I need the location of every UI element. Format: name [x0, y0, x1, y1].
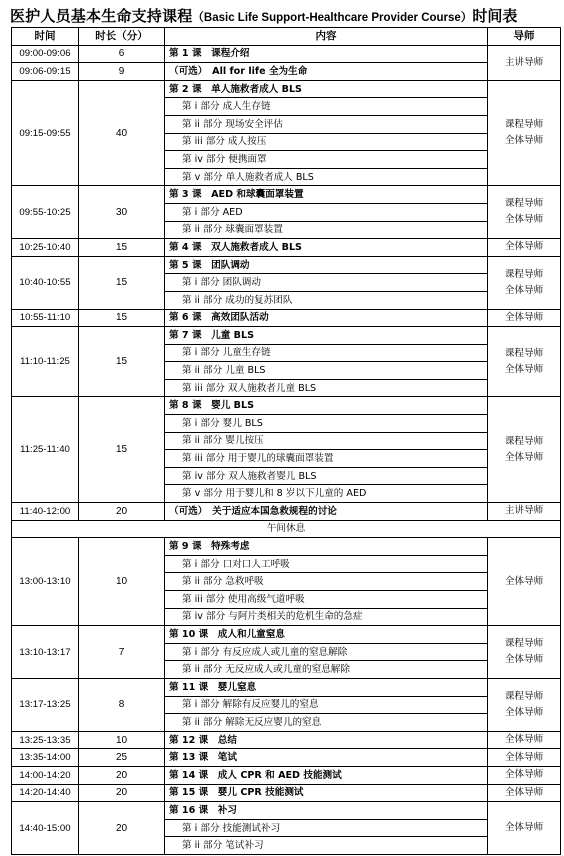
duration-cell: 10	[79, 731, 165, 749]
instructor-label: 全体导师	[504, 769, 544, 781]
instructor-cell	[488, 749, 561, 767]
duration-cell: 30	[79, 186, 165, 239]
schedule-body	[12, 45, 561, 854]
instructor-label: 课程导师	[504, 347, 544, 359]
lesson-title: 第 16 课 补习	[165, 802, 488, 820]
lesson-title: 第 13 课 笔试	[165, 749, 488, 767]
schedule-row	[12, 784, 561, 802]
time-cell: 11:25-11:40	[12, 397, 79, 503]
instructor-label: 全体导师	[504, 241, 544, 253]
instructor-label: 课程导师	[504, 435, 544, 447]
lesson-title: 第 1 课 课程介绍	[165, 45, 488, 63]
header-row	[12, 28, 561, 46]
duration-cell: 20	[79, 503, 165, 521]
lesson-title: 第 14 课 成人 CPR 和 AED 技能测试	[165, 766, 488, 784]
time-cell: 10:55-11:10	[12, 309, 79, 327]
instructor-label: 全体导师	[504, 654, 544, 666]
duration-cell: 20	[79, 784, 165, 802]
schedule-row	[12, 766, 561, 784]
duration-cell: 15	[79, 327, 165, 397]
lesson-part: 第 v 部分 用于婴儿和 8 岁以下儿童的 AED	[165, 485, 488, 503]
time-cell: 13:00-13:10	[12, 538, 79, 626]
instructor-cell	[488, 802, 561, 855]
schedule-row	[12, 45, 561, 63]
lesson-title: 第 12 课 总结	[165, 731, 488, 749]
schedule-row	[12, 397, 561, 415]
instructor-label: 课程导师	[504, 268, 544, 280]
instructor-label: 课程导师	[504, 638, 544, 650]
time-cell: 09:55-10:25	[12, 186, 79, 239]
header-time: 时间	[12, 28, 79, 46]
time-cell: 14:20-14:40	[12, 784, 79, 802]
duration-cell: 7	[79, 626, 165, 679]
lesson-part: 第 ii 部分 成功的复苏团队	[165, 291, 488, 309]
time-cell: 10:40-10:55	[12, 256, 79, 309]
time-cell: 11:10-11:25	[12, 327, 79, 397]
lesson-part: 第 i 部分 婴儿 BLS	[165, 415, 488, 433]
time-cell: 09:06-09:15	[12, 63, 79, 81]
time-cell: 13:35-14:00	[12, 749, 79, 767]
instructor-label: 全体导师	[504, 734, 544, 746]
lesson-part: 第 ii 部分 婴儿按压	[165, 432, 488, 450]
time-cell: 10:25-10:40	[12, 239, 79, 257]
instructor-label: 课程导师	[504, 119, 544, 131]
lesson-part: 第 i 部分 团队调动	[165, 274, 488, 292]
lesson-part: 第 iv 部分 双人施救者婴儿 BLS	[165, 467, 488, 485]
lesson-part: 第 iii 部分 使用高级气道呼吸	[165, 591, 488, 609]
duration-cell: 15	[79, 239, 165, 257]
instructor-label: 全体导师	[504, 214, 544, 226]
lesson-part: 第 i 部分 技能测试补习	[165, 819, 488, 837]
lesson-part: 第 iv 部分 与阿片类相关的危机生命的急症	[165, 608, 488, 626]
lesson-title: （可选） All for life 全为生命	[165, 63, 488, 81]
lesson-part: 第 iv 部分 便携面罩	[165, 151, 488, 169]
lesson-part: 第 i 部分 成人生存链	[165, 98, 488, 116]
schedule-row	[12, 802, 561, 820]
lesson-title: 第 15 课 婴儿 CPR 技能测试	[165, 784, 488, 802]
lesson-part: 第 i 部分 AED	[165, 203, 488, 221]
instructor-cell	[488, 784, 561, 802]
title-chinese: 医护人员基本生命支持课程	[10, 7, 193, 25]
duration-cell: 15	[79, 256, 165, 309]
lesson-title: 第 4 课 双人施救者成人 BLS	[165, 239, 488, 257]
lesson-part: 第 ii 部分 儿童 BLS	[165, 362, 488, 380]
duration-cell: 15	[79, 309, 165, 327]
instructor-label: 全体导师	[504, 706, 544, 718]
header-instructor: 导师	[488, 28, 561, 46]
lesson-part: 第 v 部分 单人施救者成人 BLS	[165, 168, 488, 186]
schedule-row	[12, 239, 561, 257]
title-english: （Basic Life Support-Healthcare Provider Course）	[192, 12, 473, 24]
schedule-row	[12, 749, 561, 767]
schedule-row	[12, 538, 561, 556]
schedule-row	[12, 327, 561, 345]
lesson-title: 第 11 课 婴儿窒息	[165, 678, 488, 696]
schedule-row	[12, 186, 561, 204]
lunch-row	[12, 520, 561, 538]
lesson-part: 第 iii 部分 用于婴儿的球囊面罩装置	[165, 450, 488, 468]
instructor-cell	[488, 678, 561, 731]
time-cell: 13:10-13:17	[12, 626, 79, 679]
lesson-title: 第 6 课 高效团队活动	[165, 309, 488, 327]
document-title	[10, 5, 560, 25]
lesson-title: 第 7 课 儿童 BLS	[165, 327, 488, 345]
instructor-cell	[488, 766, 561, 784]
lesson-title: 第 5 课 团队调动	[165, 256, 488, 274]
duration-cell: 10	[79, 538, 165, 626]
schedule-row	[12, 80, 561, 98]
instructor-cell	[488, 626, 561, 679]
time-cell: 13:25-13:35	[12, 731, 79, 749]
lesson-part: 第 iii 部分 双人施救者儿童 BLS	[165, 379, 488, 397]
time-cell: 11:40-12:00	[12, 503, 79, 521]
instructor-cell	[488, 397, 561, 503]
time-cell: 09:15-09:55	[12, 80, 79, 186]
instructor-label: 课程导师	[504, 198, 544, 210]
instructor-label: 主讲导师	[504, 56, 544, 68]
lunch-break: 午间休息	[12, 520, 561, 538]
lesson-part: 第 i 部分 口对口人工呼吸	[165, 555, 488, 573]
time-cell: 09:00-09:06	[12, 45, 79, 63]
lesson-part: 第 iii 部分 成人按压	[165, 133, 488, 151]
time-cell: 14:40-15:00	[12, 802, 79, 855]
lesson-title: 第 10 课 成人和儿童窒息	[165, 626, 488, 644]
time-cell: 14:00-14:20	[12, 766, 79, 784]
lesson-title: 第 9 课 特殊考虑	[165, 538, 488, 556]
lesson-part: 第 i 部分 儿童生存链	[165, 344, 488, 362]
instructor-label: 全体导师	[504, 822, 544, 834]
instructor-label: 全体导师	[504, 751, 544, 763]
duration-cell: 40	[79, 80, 165, 186]
schedule-row	[12, 503, 561, 521]
instructor-cell	[488, 503, 561, 521]
instructor-label: 全体导师	[504, 363, 544, 375]
lesson-part: 第 ii 部分 解除无反应婴儿的窒息	[165, 714, 488, 732]
header-content: 内容	[165, 28, 488, 46]
instructor-cell	[488, 309, 561, 327]
lesson-part: 第 ii 部分 急救呼吸	[165, 573, 488, 591]
instructor-label: 全体导师	[504, 575, 544, 587]
schedule-row	[12, 63, 561, 81]
duration-cell: 20	[79, 802, 165, 855]
duration-cell: 8	[79, 678, 165, 731]
instructor-label: 全体导师	[504, 135, 544, 147]
lesson-title: 第 8 课 婴儿 BLS	[165, 397, 488, 415]
instructor-cell	[488, 327, 561, 397]
lesson-part: 第 ii 部分 现场安全评估	[165, 115, 488, 133]
duration-cell: 15	[79, 397, 165, 503]
title-suffix: 时间表	[472, 7, 518, 25]
instructor-cell	[488, 731, 561, 749]
instructor-cell	[488, 538, 561, 626]
schedule-row	[12, 309, 561, 327]
instructor-cell	[488, 186, 561, 239]
instructor-cell	[488, 45, 561, 80]
schedule-row	[12, 256, 561, 274]
instructor-label: 课程导师	[504, 690, 544, 702]
schedule-table	[11, 27, 561, 855]
instructor-label: 全体导师	[504, 786, 544, 798]
lesson-part: 第 i 部分 解除有反应婴儿的窒息	[165, 696, 488, 714]
lesson-title: 第 2 课 单人施救者成人 BLS	[165, 80, 488, 98]
instructor-label: 全体导师	[504, 284, 544, 296]
schedule-row	[12, 731, 561, 749]
lesson-title: （可选） 关于适应本国急救规程的讨论	[165, 503, 488, 521]
duration-cell: 20	[79, 766, 165, 784]
instructor-cell	[488, 239, 561, 257]
lesson-title: 第 3 课 AED 和球囊面罩装置	[165, 186, 488, 204]
instructor-cell	[488, 80, 561, 186]
instructor-label: 全体导师	[504, 451, 544, 463]
lesson-part: 第 i 部分 有反应成人或儿童的窒息解除	[165, 643, 488, 661]
duration-cell: 25	[79, 749, 165, 767]
duration-cell: 9	[79, 63, 165, 81]
schedule-row	[12, 678, 561, 696]
lesson-part: 第 ii 部分 球囊面罩装置	[165, 221, 488, 239]
instructor-label: 全体导师	[504, 311, 544, 323]
schedule-row	[12, 626, 561, 644]
lesson-part: 第 ii 部分 笔试补习	[165, 837, 488, 855]
lesson-part: 第 ii 部分 无反应成人或儿童的窒息解除	[165, 661, 488, 679]
header-duration: 时长（分）	[79, 28, 165, 46]
time-cell: 13:17-13:25	[12, 678, 79, 731]
instructor-label: 主讲导师	[504, 505, 544, 517]
instructor-cell	[488, 256, 561, 309]
duration-cell: 6	[79, 45, 165, 63]
